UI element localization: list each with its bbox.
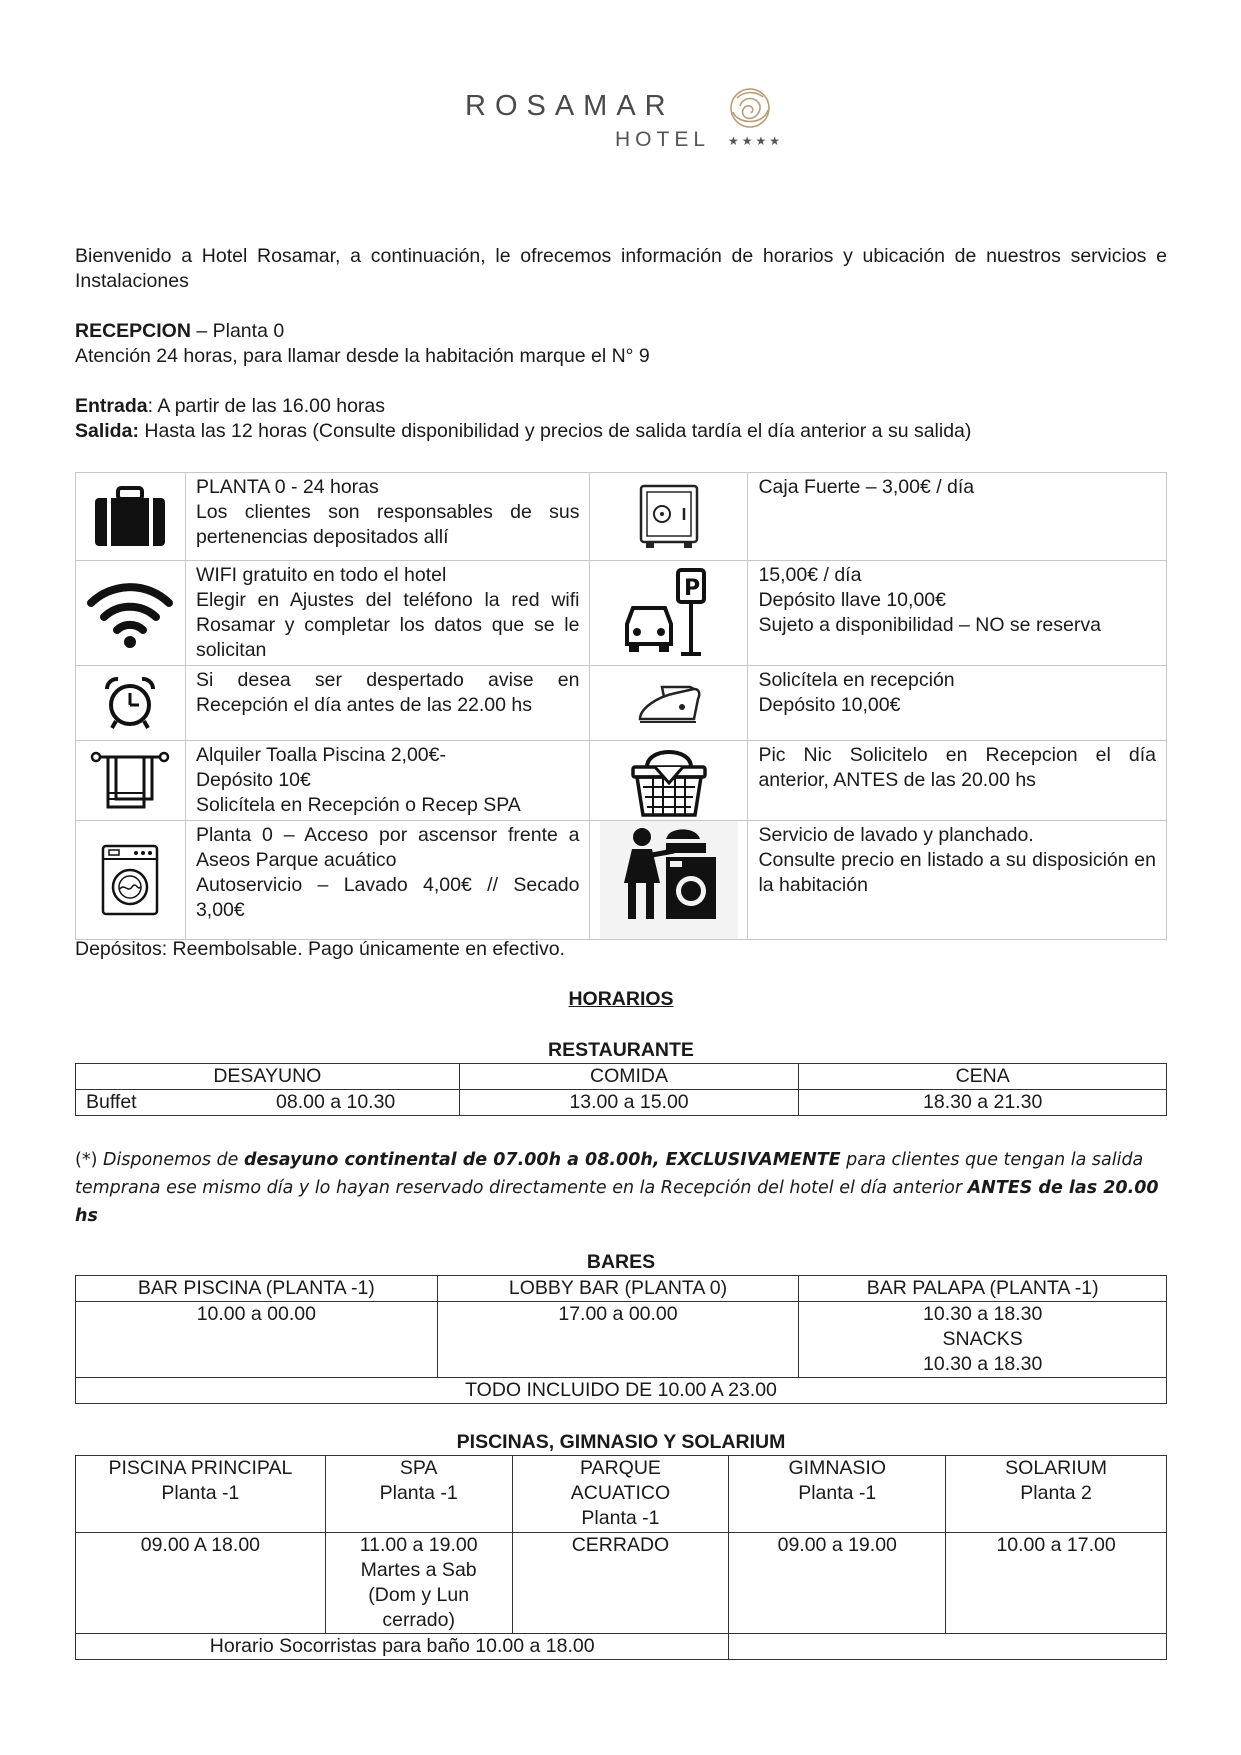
table-row bbox=[76, 1302, 1167, 1378]
parking-text: 15,00€ / día Depósito llave 10,00€ Sujeto a disponibilidad – NO se reserva bbox=[748, 561, 1167, 666]
entrada-label: Entrada bbox=[75, 395, 148, 417]
wakeup-text: Si desea ser despertado avise en Recepción el día antes de las 22.00 hs bbox=[185, 666, 590, 741]
towel-icon bbox=[76, 741, 186, 821]
breakfast-note: (*) Disponemos de desayuno continental de 07.00h a 08.00h, EXCLUSIVAMENTE para clientes que tengan la salida temprana ese mismo día y lo hayan reservado directamente en la Recepción del hotel el día anterior ANTES de las 20.00 hs bbox=[75, 1150, 1159, 1226]
iron-icon bbox=[590, 666, 748, 741]
cena-time: 18.30 a 21.30 bbox=[799, 1090, 1167, 1116]
alarm-clock-icon bbox=[76, 666, 186, 741]
bar-piscina-time: 10.00 a 00.00 bbox=[76, 1302, 438, 1378]
header-bar-palapa: BAR PALAPA (PLANTA -1) bbox=[799, 1276, 1167, 1302]
reception-info bbox=[75, 319, 1167, 369]
deposits-note: Depósitos: Reembolsable. Pago únicamente en efectivo. bbox=[75, 938, 565, 960]
spa-time: 11.00 a 19.00 Martes a Sab (Dom y Lun cerrado) bbox=[325, 1533, 512, 1634]
piscina-principal-time: 09.00 A 18.00 bbox=[76, 1533, 326, 1634]
rose-icon bbox=[725, 86, 775, 134]
restaurante-table bbox=[75, 1063, 1167, 1116]
brand-subtitle: HOTEL bbox=[615, 128, 711, 151]
desayuno-cell bbox=[76, 1090, 460, 1116]
luggage-text: PLANTA 0 - 24 horas Los clientes son responsables de sus pertenencias depositados allí bbox=[185, 473, 590, 561]
restaurante-title: RESTAURANTE bbox=[548, 1039, 694, 1061]
entrada-text: : A partir de las 16.00 horas bbox=[147, 395, 386, 417]
header-parque-acuatico: PARQUE ACUATICO Planta -1 bbox=[512, 1456, 729, 1533]
parking-icon bbox=[590, 561, 748, 666]
gimnasio-time: 09.00 a 19.00 bbox=[729, 1533, 946, 1634]
salida-label: Salida: bbox=[75, 420, 139, 442]
table-row bbox=[76, 1634, 1167, 1660]
hotel-logo bbox=[75, 80, 1167, 160]
services-table bbox=[75, 472, 1167, 940]
table-row bbox=[76, 741, 1167, 821]
brand-name: ROSAMAR bbox=[465, 90, 675, 122]
checkin-checkout-info bbox=[75, 394, 1167, 444]
piscinas-table bbox=[75, 1455, 1167, 1660]
safe-text: Caja Fuerte – 3,00€ / día bbox=[748, 473, 1167, 561]
picnic-basket-icon bbox=[590, 741, 748, 821]
header-desayuno: DESAYUNO bbox=[76, 1064, 460, 1090]
wifi-icon bbox=[76, 561, 186, 666]
todo-incluido: TODO INCLUIDO DE 10.00 A 23.00 bbox=[76, 1378, 1167, 1404]
header-gimnasio: GIMNASIO Planta -1 bbox=[729, 1456, 946, 1533]
header-cena: CENA bbox=[799, 1064, 1167, 1090]
table-row bbox=[76, 1456, 1167, 1533]
table-row bbox=[76, 666, 1167, 741]
bares-title: BARES bbox=[586, 1251, 656, 1273]
solarium-time: 10.00 a 17.00 bbox=[946, 1533, 1167, 1634]
reception-location: – Planta 0 bbox=[190, 320, 285, 342]
header-solarium: SOLARIUM Planta 2 bbox=[946, 1456, 1167, 1533]
table-row bbox=[76, 1533, 1167, 1634]
table-row bbox=[76, 1378, 1167, 1404]
star-rating: ★★★★ bbox=[728, 134, 784, 148]
safe-icon bbox=[590, 473, 748, 561]
bar-palapa-time: 10.30 a 18.30 SNACKS 10.30 a 18.30 bbox=[799, 1302, 1167, 1378]
table-row bbox=[76, 473, 1167, 561]
towel-text: Alquiler Toalla Piscina 2,00€- Depósito 10€ Solicítela en Recepción o Recep SPA bbox=[185, 741, 590, 821]
washing-machine-icon bbox=[76, 821, 186, 940]
header-lobby-bar: LOBBY BAR (PLANTA 0) bbox=[437, 1276, 799, 1302]
table-row bbox=[76, 561, 1167, 666]
reception-label: RECEPCION bbox=[75, 320, 191, 342]
table-row bbox=[76, 1090, 1167, 1116]
luggage-icon bbox=[76, 473, 186, 561]
laundry-service-icon bbox=[590, 821, 748, 940]
bares-table bbox=[75, 1275, 1167, 1404]
table-row bbox=[76, 1064, 1167, 1090]
buffet-time: 08.00 a 10.30 bbox=[276, 1091, 396, 1113]
intro-paragraph: Bienvenido a Hotel Rosamar, a continuación, le ofrecemos información de horarios y ubicación de nuestros servicios e Instalaciones bbox=[75, 245, 1167, 292]
svg-text:P: P bbox=[683, 576, 701, 601]
salida-text: Hasta las 12 horas (Consulte disponibilidad y precios de salida tardía el día anterior a su salida) bbox=[138, 420, 972, 442]
buffet-label: Buffet bbox=[86, 1091, 137, 1113]
wifi-text: WIFI gratuito en todo el hotel Elegir en Ajustes del teléfono la red wifi Rosamar y completar los datos que se le solicitan bbox=[185, 561, 590, 666]
header-bar-piscina: BAR PISCINA (PLANTA -1) bbox=[76, 1276, 438, 1302]
iron-text: Solicítela en recepción Depósito 10,00€ bbox=[748, 666, 1167, 741]
header-spa: SPA Planta -1 bbox=[325, 1456, 512, 1533]
piscinas-title: PISCINAS, GIMNASIO Y SOLARIUM bbox=[456, 1431, 786, 1453]
header-piscina-principal: PISCINA PRINCIPAL Planta -1 bbox=[76, 1456, 326, 1533]
comida-time: 13.00 a 15.00 bbox=[459, 1090, 799, 1116]
laundry-text: Planta 0 – Acceso por ascensor frente a Aseos Parque acuático Autoservicio – Lavado 4,00€ // Secado 3,00€ bbox=[185, 821, 590, 940]
header-comida: COMIDA bbox=[459, 1064, 799, 1090]
laundry-service-text: Servicio de lavado y planchado. Consulte precio en listado a su disposición en la habitación bbox=[748, 821, 1167, 940]
lobby-bar-time: 17.00 a 00.00 bbox=[437, 1302, 799, 1378]
table-row bbox=[76, 1276, 1167, 1302]
picnic-text: Pic Nic Solicitelo en Recepcion el día anterior, ANTES de las 20.00 hs bbox=[748, 741, 1167, 821]
empty-cell bbox=[729, 1634, 1167, 1660]
socorristas-hours: Horario Socorristas para baño 10.00 a 18.00 bbox=[76, 1634, 729, 1660]
reception-hours: Atención 24 horas, para llamar desde la habitación marque el N° 9 bbox=[75, 345, 650, 367]
parque-acuatico-time: CERRADO bbox=[512, 1533, 729, 1634]
table-row bbox=[76, 821, 1167, 940]
horarios-title: HORARIOS bbox=[568, 988, 674, 1010]
